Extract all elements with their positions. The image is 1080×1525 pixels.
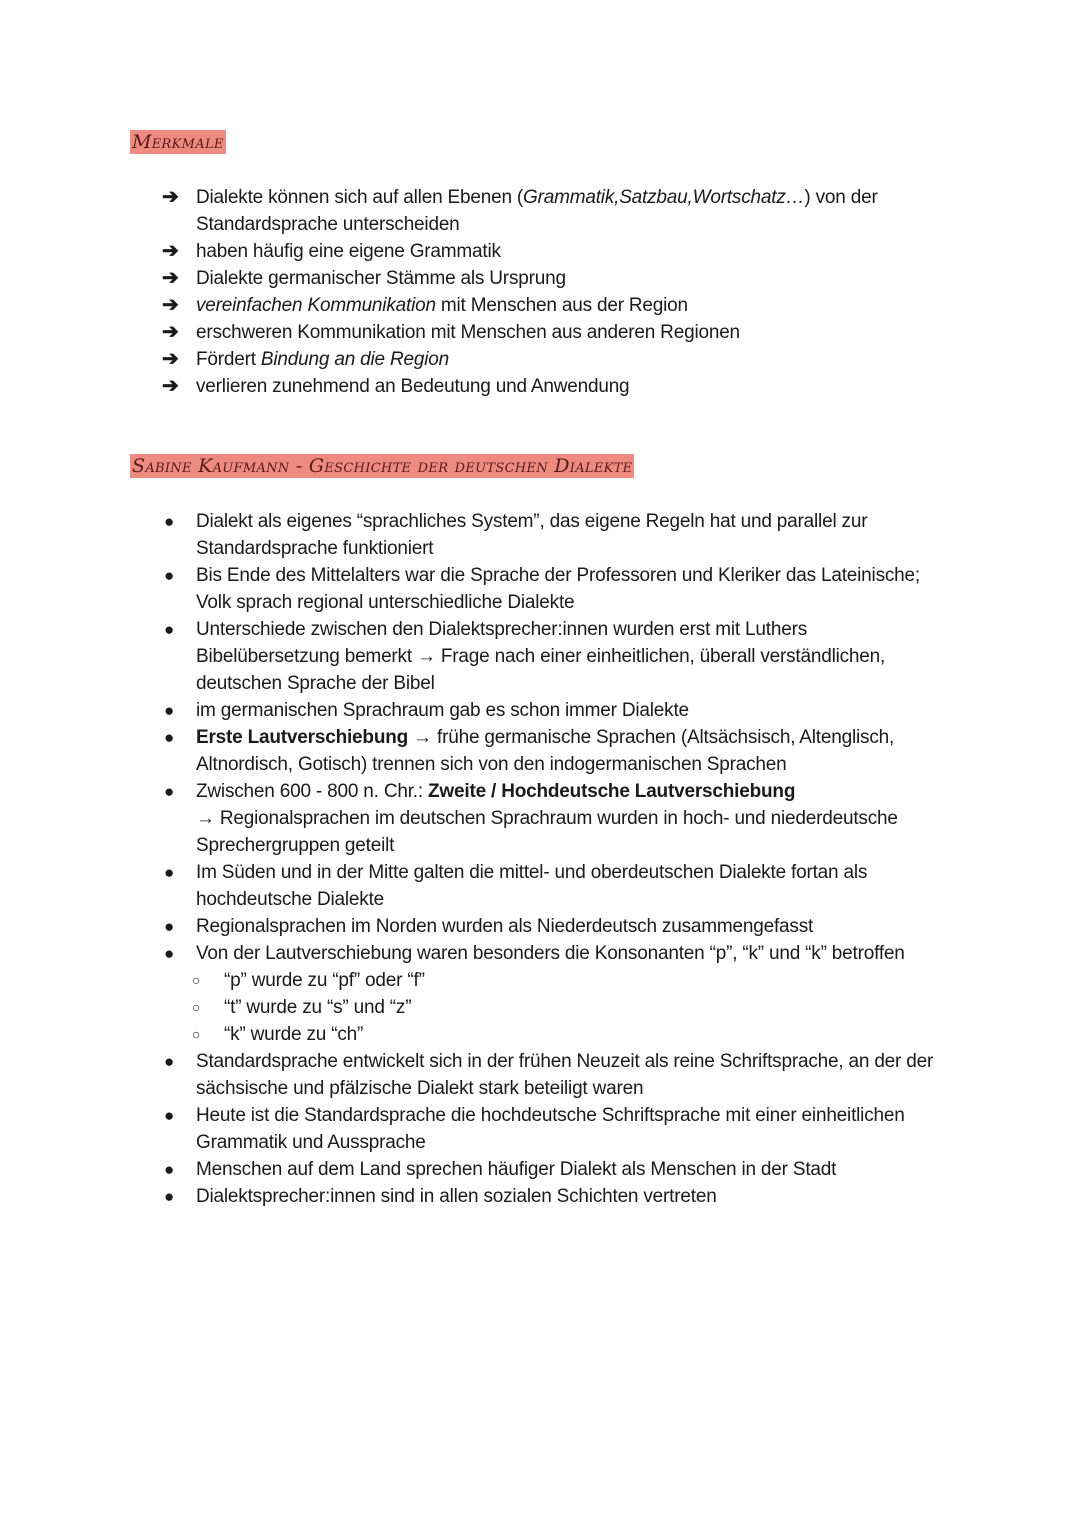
bullet-icon: ● bbox=[164, 1187, 175, 1206]
geschichte-list bbox=[160, 508, 950, 1210]
item-text: im germanischen Sprachraum gab es schon immer Dialekte bbox=[196, 700, 689, 721]
list-item bbox=[160, 265, 950, 292]
merkmale-list bbox=[160, 184, 950, 400]
list-item bbox=[160, 292, 950, 319]
hollow-bullet-icon: ○ bbox=[192, 1026, 201, 1042]
arrow-bullet-icon: ➔ bbox=[162, 240, 179, 262]
bullet-icon: ● bbox=[164, 1106, 175, 1125]
hollow-bullet-icon: ○ bbox=[192, 999, 201, 1015]
bullet-icon: ● bbox=[164, 512, 175, 531]
arrow-bullet-icon: ➔ bbox=[162, 186, 179, 208]
bullet-icon: ● bbox=[164, 863, 175, 882]
sub-item-text: “t” wurde zu “s” und “z” bbox=[224, 997, 412, 1018]
item-text: vereinfachen Kommunikation bbox=[196, 295, 436, 316]
item-text: Bindung an die Region bbox=[260, 349, 449, 370]
list-item bbox=[160, 913, 950, 940]
list-item bbox=[160, 562, 950, 616]
bullet-icon: ● bbox=[164, 917, 175, 936]
list-item bbox=[160, 616, 950, 697]
item-text: erschweren Kommunikation mit Menschen aus anderen Regionen bbox=[196, 322, 740, 343]
bullet-icon: ● bbox=[164, 944, 175, 963]
list-item bbox=[160, 346, 950, 373]
list-item bbox=[160, 697, 950, 724]
list-item bbox=[160, 1183, 950, 1210]
arrow-bullet-icon: ➔ bbox=[162, 294, 179, 316]
hollow-bullet-icon: ○ bbox=[192, 972, 201, 988]
bullet-icon: ● bbox=[164, 620, 175, 639]
bullet-icon: ● bbox=[164, 566, 175, 585]
sub-list bbox=[160, 967, 950, 1048]
list-item bbox=[160, 724, 950, 778]
sub-item-text: “k” wurde zu “ch” bbox=[224, 1024, 364, 1045]
item-text: Dialekte können sich auf allen Ebenen ( bbox=[196, 187, 524, 208]
item-text: Unterschiede zwischen den Dialektsprecher:innen wurden erst mit Luthers Bibelübersetzung bemerkt → Frage nach einer einheitlichen, überall verständlichen, deutschen Sprache der Bibel bbox=[196, 619, 886, 694]
item-text: Zweite / Hochdeutsche Lautverschiebung bbox=[428, 781, 796, 802]
item-text: Grammatik,Satzbau,Wortschatz… bbox=[523, 187, 805, 208]
section-heading-geschichte: Sabine Kaufmann - Geschichte der deutschen Dialekte bbox=[132, 455, 633, 477]
list-item bbox=[160, 1102, 950, 1156]
item-text: Dialektsprecher:innen sind in allen sozialen Schichten vertreten bbox=[196, 1186, 717, 1207]
list-item bbox=[160, 508, 950, 562]
sub-item-text: “p” wurde zu “pf” oder “f” bbox=[224, 970, 425, 991]
item-text: haben häufig eine eigene Grammatik bbox=[196, 241, 501, 262]
list-item bbox=[160, 1048, 950, 1102]
list-item bbox=[160, 940, 950, 967]
arrow-bullet-icon: ➔ bbox=[162, 348, 179, 370]
list-item bbox=[160, 238, 950, 265]
list-item bbox=[160, 184, 950, 238]
item-text: Menschen auf dem Land sprechen häufiger Dialekt als Menschen in der Stadt bbox=[196, 1159, 837, 1180]
arrow-bullet-icon: ➔ bbox=[162, 375, 179, 397]
bullet-icon: ● bbox=[164, 1052, 175, 1071]
bullet-icon: ● bbox=[164, 728, 175, 747]
list-item bbox=[160, 859, 950, 913]
sub-list-item bbox=[160, 994, 950, 1021]
list-item bbox=[160, 373, 950, 400]
item-text: Fördert bbox=[196, 349, 261, 370]
list-item bbox=[160, 1156, 950, 1183]
item-text: Zwischen 600 - 800 n. Chr.: bbox=[196, 781, 429, 802]
list-item bbox=[160, 319, 950, 346]
item-text: mit Menschen aus der Region bbox=[435, 295, 688, 316]
sub-list-item bbox=[160, 967, 950, 994]
item-text: verlieren zunehmend an Bedeutung und Anwendung bbox=[196, 376, 630, 397]
item-text: → frühe germanische Sprachen (Altsächsisch, Altenglisch, Altnordisch, Gotisch) trennen sich von den indogermanischen Sprachen bbox=[196, 727, 895, 775]
item-text: → Regionalsprachen im deutschen Sprachraum wurden in hoch- und niederdeutsche Sprechergruppen geteilt bbox=[196, 808, 898, 856]
item-text: Standardsprache entwickelt sich in der frühen Neuzeit als reine Schriftsprache, an der der sächsische und pfälzische Dialekt stark beteiligt waren bbox=[196, 1051, 934, 1099]
bullet-icon: ● bbox=[164, 701, 175, 720]
item-text: ) von der Standardsprache unterscheiden bbox=[196, 187, 878, 235]
item-text: Von der Lautverschiebung waren besonders die Konsonanten “p”, “k” und “k” betroffen bbox=[196, 943, 905, 964]
item-text: Heute ist die Standardsprache die hochdeutsche Schriftsprache mit einer einheitlichen Grammatik und Aussprache bbox=[196, 1105, 905, 1153]
sub-list-container bbox=[160, 967, 950, 1048]
bullet-icon: ● bbox=[164, 782, 175, 801]
item-text: Bis Ende des Mittelalters war die Sprache der Professoren und Kleriker das Lateinische; Volk sprach regional unterschiedliche Dialekte bbox=[196, 565, 920, 613]
arrow-bullet-icon: ➔ bbox=[162, 267, 179, 289]
bullet-icon: ● bbox=[164, 1160, 175, 1179]
list-item bbox=[160, 778, 950, 859]
item-text: Erste Lautverschiebung bbox=[196, 727, 409, 748]
item-text: Im Süden und in der Mitte galten die mittel- und oberdeutschen Dialekte fortan als hochdeutsche Dialekte bbox=[196, 862, 868, 910]
section-heading-merkmale: Merkmale bbox=[132, 131, 224, 153]
item-text: Regionalsprachen im Norden wurden als Niederdeutsch zusammengefasst bbox=[196, 916, 814, 937]
arrow-bullet-icon: ➔ bbox=[162, 321, 179, 343]
item-text: Dialekt als eigenes “sprachliches System”, das eigene Regeln hat und parallel zur Standardsprache funktioniert bbox=[196, 511, 868, 559]
sub-list-item bbox=[160, 1021, 950, 1048]
item-text: Dialekte germanischer Stämme als Ursprung bbox=[196, 268, 566, 289]
